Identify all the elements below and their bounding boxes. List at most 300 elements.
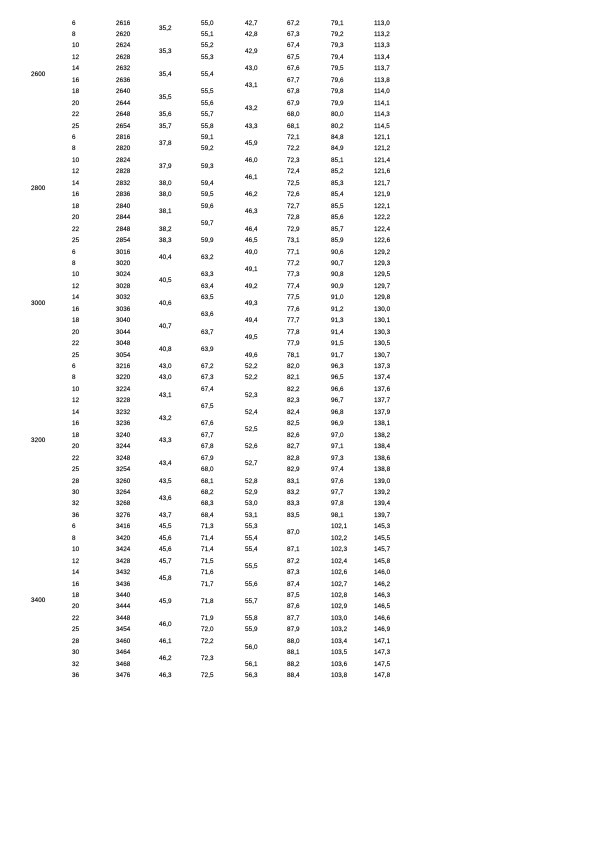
cell-a: 10 — [72, 546, 80, 554]
cell-f: 82,6 — [287, 431, 300, 439]
cell-f: 87,6 — [287, 603, 300, 611]
cell-e: 52,2 — [245, 374, 258, 382]
cell-d: 55,5 — [201, 88, 214, 96]
cell-e: 52,5 — [245, 425, 258, 433]
cell-e: 55,4 — [245, 534, 258, 542]
cell-h: 139,7 — [374, 511, 391, 519]
cell-b: 2828 — [116, 168, 131, 176]
cell-h: 130,1 — [374, 317, 391, 325]
cell-f: 87,7 — [287, 614, 300, 622]
cell-e: 43,2 — [245, 105, 258, 113]
cell-g: 97,0 — [331, 431, 344, 439]
group-label: 3400 — [31, 597, 46, 605]
cell-c: 35,2 — [159, 25, 172, 33]
cell-g: 103,6 — [331, 660, 348, 668]
cell-e: 55,8 — [245, 614, 258, 622]
cell-h: 122,4 — [374, 225, 391, 233]
cell-e: 43,3 — [245, 122, 258, 130]
cell-e: 49,0 — [245, 248, 258, 256]
cell-c: 43,7 — [159, 511, 172, 519]
cell-g: 79,4 — [331, 53, 344, 61]
cell-b: 2844 — [116, 214, 131, 222]
cell-b: 2840 — [116, 202, 131, 210]
cell-d: 72,3 — [201, 654, 214, 662]
cell-h: 129,2 — [374, 248, 391, 256]
cell-g: 96,5 — [331, 374, 344, 382]
cell-f: 72,7 — [287, 202, 300, 210]
cell-h: 122,1 — [374, 202, 391, 210]
cell-d: 67,8 — [201, 443, 214, 451]
cell-d: 59,6 — [201, 202, 214, 210]
cell-b: 2640 — [116, 88, 131, 96]
cell-h: 114,0 — [374, 88, 390, 96]
cell-h: 138,2 — [374, 431, 391, 439]
cell-b: 3432 — [116, 569, 131, 577]
cell-b: 2816 — [116, 134, 131, 141]
cell-b: 2648 — [116, 111, 131, 119]
cell-d: 55,0 — [201, 19, 214, 27]
cell-b: 3264 — [116, 488, 131, 496]
cell-f: 87,4 — [287, 580, 300, 588]
cell-h: 146,0 — [374, 569, 391, 577]
cell-b: 3454 — [116, 626, 131, 634]
cell-h: 138,8 — [374, 466, 391, 474]
cell-b: 3468 — [116, 660, 131, 668]
cell-g: 90,7 — [331, 259, 344, 267]
cell-g: 79,6 — [331, 76, 344, 84]
cell-h: 122,6 — [374, 237, 391, 245]
cell-a: 12 — [72, 397, 80, 405]
cell-c: 40,6 — [159, 300, 172, 308]
cell-g: 91,5 — [331, 340, 344, 348]
cell-f: 87,2 — [287, 557, 300, 565]
cell-g: 85,9 — [331, 237, 344, 245]
cell-b: 3464 — [116, 649, 131, 657]
cell-d: 67,4 — [201, 385, 214, 393]
cell-f: 83,2 — [287, 488, 300, 496]
cell-c: 46,2 — [159, 654, 172, 662]
cell-d: 63,9 — [201, 345, 214, 353]
cell-d: 63,3 — [201, 271, 214, 279]
cell-b: 3444 — [116, 603, 131, 611]
cell-e: 52,3 — [245, 391, 258, 399]
cell-g: 97,3 — [331, 454, 344, 462]
cell-a: 6 — [72, 363, 76, 370]
cell-f: 73,1 — [287, 237, 300, 245]
cell-g: 91,0 — [331, 294, 344, 302]
cell-b: 2644 — [116, 99, 131, 107]
cell-h: 113,4 — [374, 53, 390, 61]
cell-h: 121,2 — [374, 145, 391, 153]
cell-g: 96,7 — [331, 397, 344, 405]
cell-c: 43,3 — [159, 437, 172, 445]
cell-a: 20 — [72, 603, 80, 611]
cell-h: 129,8 — [374, 294, 391, 302]
cell-b: 3440 — [116, 592, 131, 599]
cell-d: 55,4 — [201, 71, 214, 79]
cell-f: 67,9 — [287, 99, 300, 107]
cell-f: 67,2 — [287, 19, 300, 27]
cell-a: 10 — [72, 42, 80, 50]
cell-e: 49,1 — [245, 265, 258, 273]
cell-h: 147,1 — [374, 637, 391, 645]
cell-a: 8 — [72, 259, 76, 267]
cell-d: 59,9 — [201, 237, 214, 245]
cell-f: 77,6 — [287, 305, 300, 313]
cell-d: 55,2 — [201, 42, 214, 50]
cell-g: 96,3 — [331, 363, 344, 370]
cell-g: 90,8 — [331, 271, 344, 279]
cell-d: 71,4 — [201, 534, 214, 542]
cell-a: 22 — [72, 340, 80, 348]
cell-f: 72,5 — [287, 179, 300, 187]
cell-g: 102,6 — [331, 569, 348, 577]
cell-e: 55,9 — [245, 626, 258, 634]
cell-h: 114,5 — [374, 122, 390, 130]
cell-g: 79,1 — [331, 19, 344, 27]
cell-g: 85,7 — [331, 225, 344, 233]
cell-f: 88,1 — [287, 649, 300, 657]
cell-d: 72,5 — [201, 672, 214, 680]
cell-e: 55,3 — [245, 523, 258, 531]
cell-g: 84,8 — [331, 134, 344, 141]
cell-e: 56,0 — [245, 643, 258, 651]
cell-h: 121,6 — [374, 168, 391, 176]
cell-e: 46,5 — [245, 237, 258, 245]
cell-g: 102,1 — [331, 523, 348, 531]
cell-h: 138,1 — [374, 420, 391, 428]
cell-f: 67,6 — [287, 65, 300, 73]
cell-f: 87,9 — [287, 626, 300, 634]
cell-b: 2616 — [116, 19, 131, 27]
cell-d: 55,1 — [201, 30, 214, 38]
cell-b: 3016 — [116, 248, 131, 256]
cell-c: 40,4 — [159, 254, 172, 262]
cell-a: 8 — [72, 374, 76, 382]
cell-g: 102,3 — [331, 546, 348, 554]
cell-c: 37,9 — [159, 162, 172, 170]
cell-e: 49,4 — [245, 317, 258, 325]
cell-f: 82,5 — [287, 420, 300, 428]
cell-h: 137,7 — [374, 397, 391, 405]
cell-f: 77,5 — [287, 294, 300, 302]
cell-f: 72,8 — [287, 214, 300, 222]
cell-b: 2848 — [116, 225, 131, 233]
cell-f: 77,1 — [287, 248, 300, 256]
cell-a: 16 — [72, 76, 80, 84]
cell-b: 2628 — [116, 53, 131, 61]
cell-c: 45,9 — [159, 597, 172, 605]
cell-f: 67,7 — [287, 76, 300, 84]
cell-a: 22 — [72, 454, 80, 462]
cell-h: 147,8 — [374, 672, 391, 680]
cell-h: 147,3 — [374, 649, 391, 657]
cell-f: 77,3 — [287, 271, 300, 279]
cell-a: 8 — [72, 145, 76, 153]
cell-g: 91,7 — [331, 351, 344, 359]
cell-g: 102,7 — [331, 580, 348, 588]
cell-d: 55,3 — [201, 53, 214, 61]
cell-f: 82,8 — [287, 454, 300, 462]
cell-g: 96,6 — [331, 385, 344, 393]
cell-d: 67,5 — [201, 403, 214, 411]
cell-a: 36 — [72, 672, 80, 680]
cell-a: 14 — [72, 569, 80, 577]
cell-h: 130,3 — [374, 328, 391, 336]
cell-b: 2636 — [116, 76, 131, 84]
cell-h: 130,0 — [374, 305, 391, 313]
cell-c: 40,5 — [159, 277, 172, 285]
cell-a: 6 — [72, 248, 76, 256]
cell-e: 46,3 — [245, 208, 258, 216]
cell-b: 2624 — [116, 42, 131, 50]
cell-d: 68,0 — [201, 466, 214, 474]
cell-f: 77,8 — [287, 328, 300, 336]
cell-b: 3232 — [116, 408, 131, 416]
cell-f: 83,3 — [287, 500, 300, 508]
cell-d: 63,6 — [201, 311, 214, 319]
cell-e: 43,1 — [245, 82, 258, 90]
cell-c: 43,0 — [159, 374, 172, 382]
cell-e: 49,5 — [245, 334, 258, 342]
cell-b: 2654 — [116, 122, 131, 130]
cell-a: 16 — [72, 191, 80, 199]
group-label: 3200 — [31, 436, 46, 444]
cell-d: 59,4 — [201, 179, 214, 187]
cell-f: 77,7 — [287, 317, 300, 325]
cell-h: 113,7 — [374, 65, 390, 73]
cell-e: 52,7 — [245, 460, 258, 468]
cell-b: 3224 — [116, 385, 131, 393]
cell-d: 59,7 — [201, 219, 214, 227]
cell-a: 8 — [72, 30, 76, 38]
cell-h: 121,4 — [374, 156, 391, 164]
group-label: 2800 — [31, 185, 46, 193]
cell-b: 3436 — [116, 580, 131, 588]
cell-b: 2832 — [116, 179, 131, 187]
cell-f: 82,1 — [287, 374, 300, 382]
cell-h: 113,2 — [374, 30, 390, 38]
cell-c: 45,6 — [159, 546, 172, 554]
cell-f: 77,9 — [287, 340, 300, 348]
cell-c: 45,5 — [159, 523, 172, 531]
cell-d: 67,6 — [201, 420, 214, 428]
cell-c: 38,0 — [159, 179, 172, 187]
cell-h: 145,5 — [374, 534, 391, 542]
cell-g: 79,9 — [331, 99, 344, 107]
cell-g: 79,8 — [331, 88, 344, 96]
cell-b: 3036 — [116, 305, 131, 313]
cell-b: 3260 — [116, 477, 131, 485]
cell-h: 139,4 — [374, 500, 391, 508]
cell-e: 46,4 — [245, 225, 258, 233]
cell-h: 146,5 — [374, 603, 391, 611]
cell-d: 71,6 — [201, 569, 214, 577]
cell-e: 42,9 — [245, 48, 258, 56]
cell-c: 35,5 — [159, 93, 172, 101]
cell-a: 22 — [72, 111, 80, 119]
cell-f: 88,2 — [287, 660, 300, 668]
cell-e: 46,0 — [245, 156, 258, 164]
cell-g: 96,9 — [331, 420, 344, 428]
cell-a: 18 — [72, 202, 80, 210]
cell-a: 20 — [72, 328, 80, 336]
cell-d: 71,5 — [201, 557, 214, 565]
cell-h: 113,3 — [374, 42, 390, 50]
cell-h: 138,4 — [374, 443, 391, 451]
cell-g: 98,1 — [331, 511, 344, 519]
cell-b: 3240 — [116, 431, 131, 439]
cell-c: 46,3 — [159, 672, 172, 680]
cell-a: 18 — [72, 88, 80, 96]
cell-b: 3220 — [116, 374, 131, 382]
cell-a: 12 — [72, 168, 80, 176]
cell-g: 85,6 — [331, 214, 344, 222]
cell-f: 87,3 — [287, 569, 300, 577]
cell-h: 121,9 — [374, 191, 391, 199]
cell-a: 32 — [72, 660, 80, 668]
cell-d: 72,0 — [201, 626, 214, 634]
cell-b: 3476 — [116, 672, 131, 680]
cell-b: 3416 — [116, 523, 131, 531]
cell-g: 103,8 — [331, 672, 348, 680]
cell-a: 25 — [72, 626, 80, 634]
cell-h: 121,7 — [374, 179, 391, 187]
cell-d: 59,1 — [201, 134, 214, 141]
cell-b: 3028 — [116, 282, 131, 290]
cell-f: 68,1 — [287, 122, 300, 130]
cell-c: 46,0 — [159, 620, 172, 628]
cell-c: 40,8 — [159, 345, 172, 353]
cell-g: 102,8 — [331, 592, 348, 599]
cell-f: 78,1 — [287, 351, 300, 359]
cell-h: 145,7 — [374, 546, 391, 554]
cell-a: 14 — [72, 408, 80, 416]
cell-f: 88,0 — [287, 637, 300, 645]
cell-a: 18 — [72, 431, 80, 439]
cell-a: 32 — [72, 500, 80, 508]
cell-f: 67,4 — [287, 42, 300, 50]
cell-b: 3024 — [116, 271, 131, 279]
cell-f: 72,4 — [287, 168, 300, 176]
cell-b: 2836 — [116, 191, 131, 199]
cell-f: 87,5 — [287, 592, 300, 599]
cell-c: 40,7 — [159, 322, 172, 330]
cell-g: 79,3 — [331, 42, 344, 50]
cell-c: 38,0 — [159, 191, 172, 199]
cell-a: 12 — [72, 53, 80, 61]
cell-a: 6 — [72, 134, 76, 141]
cell-b: 3460 — [116, 637, 131, 645]
cell-h: 129,7 — [374, 282, 391, 290]
cell-g: 102,4 — [331, 557, 348, 565]
cell-h: 137,6 — [374, 385, 391, 393]
cell-c: 37,8 — [159, 139, 172, 147]
cell-a: 16 — [72, 580, 80, 588]
cell-g: 79,2 — [331, 30, 344, 38]
cell-f: 72,6 — [287, 191, 300, 199]
cell-a: 28 — [72, 637, 80, 645]
cell-a: 20 — [72, 214, 80, 222]
cell-d: 63,5 — [201, 294, 214, 302]
cell-h: 138,6 — [374, 454, 391, 462]
cell-d: 55,8 — [201, 122, 214, 130]
cell-e: 42,8 — [245, 30, 258, 38]
cell-b: 3032 — [116, 294, 131, 302]
cell-b: 2854 — [116, 237, 131, 245]
cell-b: 3048 — [116, 340, 131, 348]
cell-e: 52,9 — [245, 488, 258, 496]
cell-c: 45,7 — [159, 557, 172, 565]
cell-g: 103,4 — [331, 637, 348, 645]
cell-g: 85,1 — [331, 156, 344, 164]
cell-b: 3054 — [116, 351, 131, 359]
cell-h: 129,5 — [374, 271, 391, 279]
cell-c: 45,6 — [159, 534, 172, 542]
cell-e: 52,6 — [245, 443, 258, 451]
cell-a: 20 — [72, 99, 80, 107]
cell-d: 55,6 — [201, 99, 214, 107]
cell-g: 84,9 — [331, 145, 344, 153]
cell-a: 14 — [72, 179, 80, 187]
cell-a: 20 — [72, 443, 80, 451]
cell-d: 71,3 — [201, 523, 214, 531]
cell-e: 52,8 — [245, 477, 258, 485]
cell-d: 59,5 — [201, 191, 214, 199]
group-label: 3000 — [31, 299, 46, 307]
cell-d: 71,8 — [201, 597, 214, 605]
cell-e: 49,2 — [245, 282, 258, 290]
cell-g: 85,5 — [331, 202, 344, 210]
cell-a: 25 — [72, 122, 80, 130]
cell-g: 80,0 — [331, 111, 344, 119]
cell-d: 68,3 — [201, 500, 214, 508]
cell-c: 35,6 — [159, 111, 172, 119]
cell-f: 82,7 — [287, 443, 300, 451]
cell-b: 2620 — [116, 30, 131, 38]
cell-g: 97,1 — [331, 443, 344, 451]
cell-f: 87,0 — [287, 529, 300, 537]
cell-d: 67,9 — [201, 454, 214, 462]
cell-f: 72,3 — [287, 156, 300, 164]
cell-h: 147,5 — [374, 660, 391, 668]
cell-b: 3244 — [116, 443, 131, 451]
cell-a: 25 — [72, 466, 80, 474]
cell-d: 71,4 — [201, 546, 214, 554]
cell-e: 49,3 — [245, 300, 258, 308]
cell-f: 87,1 — [287, 546, 300, 554]
cell-b: 2632 — [116, 65, 131, 73]
cell-g: 103,0 — [331, 614, 348, 622]
cell-a: 16 — [72, 420, 80, 428]
cell-e: 55,5 — [245, 563, 258, 571]
cell-c: 38,1 — [159, 208, 172, 216]
cell-f: 72,2 — [287, 145, 300, 153]
cell-g: 97,6 — [331, 477, 344, 485]
cell-d: 72,2 — [201, 637, 214, 645]
cell-e: 46,2 — [245, 191, 258, 199]
cell-b: 3428 — [116, 557, 131, 565]
cell-f: 83,5 — [287, 511, 300, 519]
cell-d: 71,7 — [201, 580, 214, 588]
cell-e: 52,2 — [245, 363, 258, 370]
cell-e: 55,6 — [245, 580, 258, 588]
cell-d: 68,1 — [201, 477, 214, 485]
cell-h: 114,1 — [374, 99, 390, 107]
cell-e: 46,1 — [245, 174, 258, 182]
cell-a: 30 — [72, 649, 80, 657]
cell-h: 146,3 — [374, 592, 391, 599]
